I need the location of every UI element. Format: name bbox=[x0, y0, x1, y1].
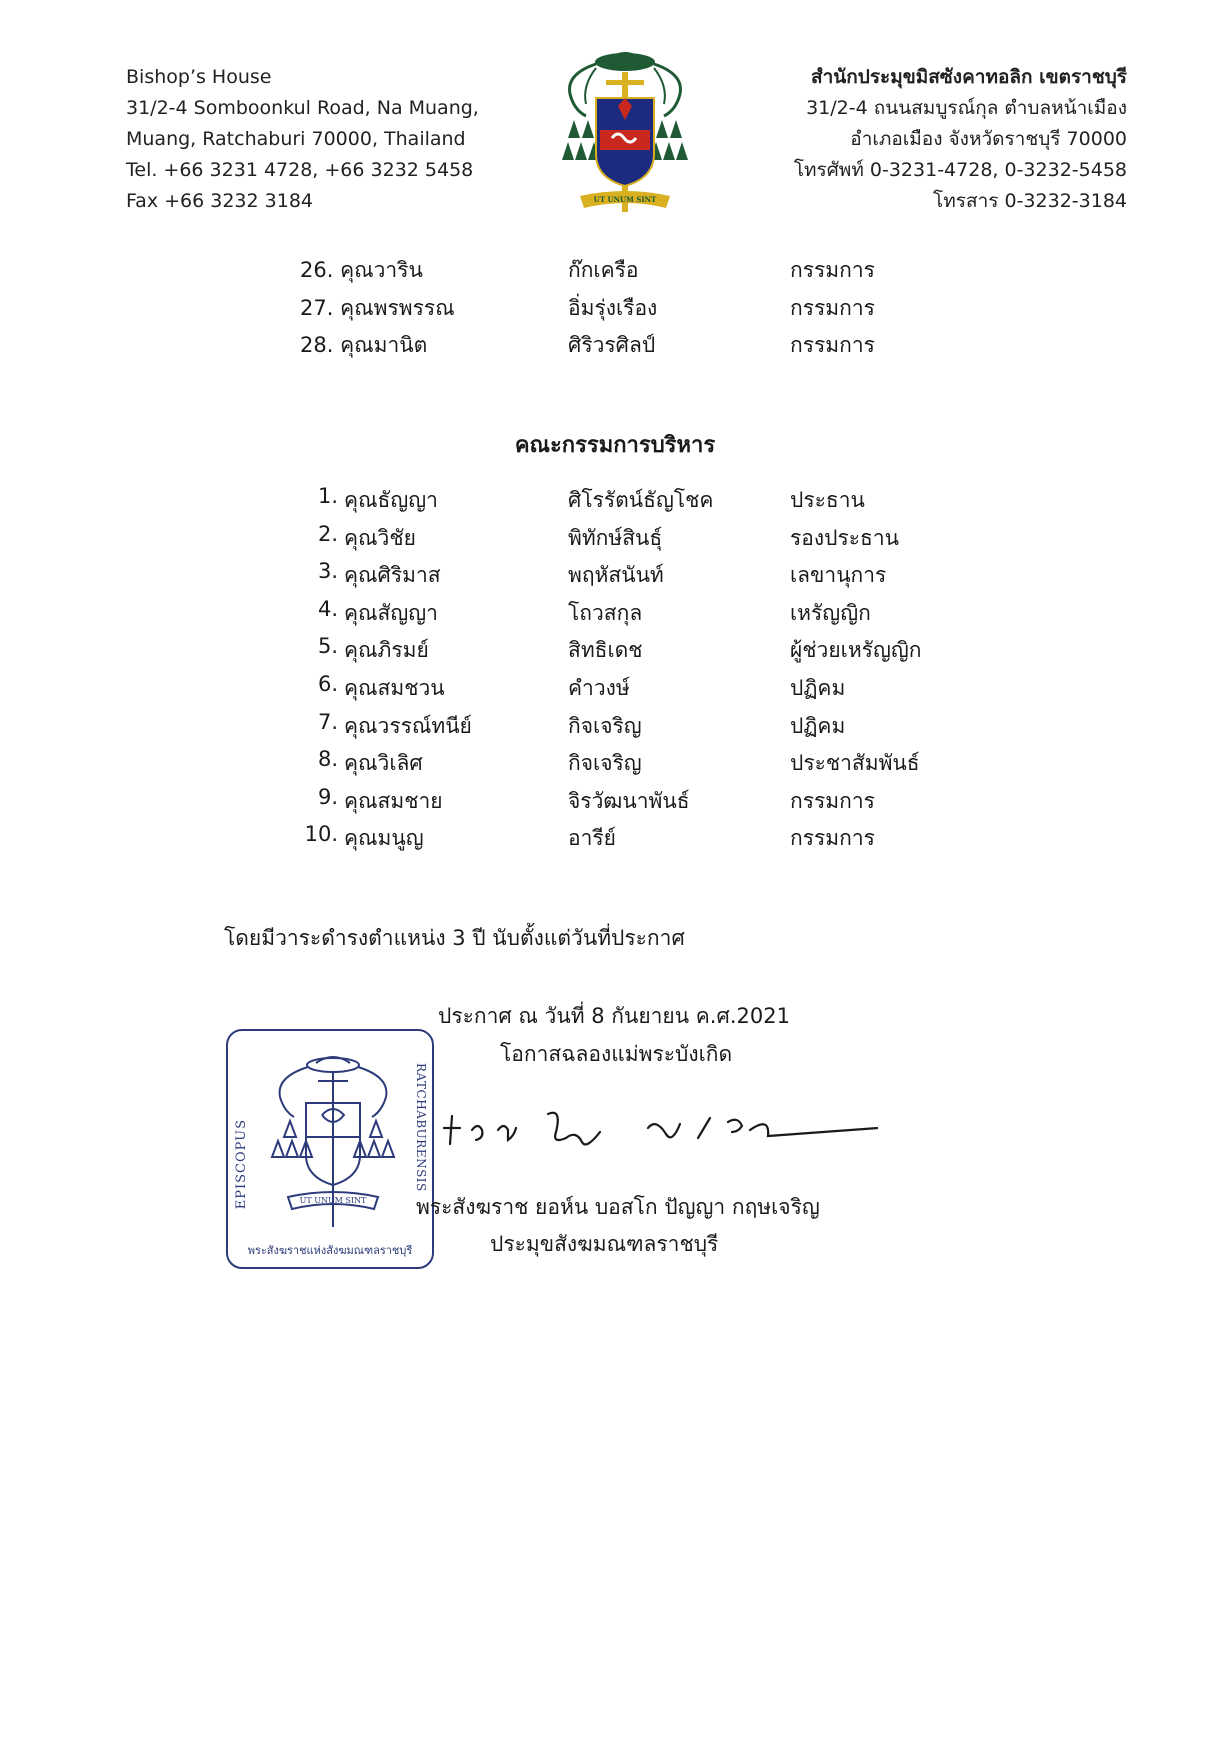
member-number: 10. bbox=[304, 822, 338, 847]
member-role: กรรมการ bbox=[790, 788, 875, 813]
member-role: กรรมการ bbox=[790, 258, 875, 282]
thai-org-name: สำนักประมุขมิสซังคาทอลิก เขตราชบุรี bbox=[811, 66, 1127, 88]
member-name: คุณศิริมาส bbox=[344, 563, 441, 588]
signer-name: พระสังฆราช ยอห์น บอสโก ปัญญา กฤษเจริญ bbox=[416, 1195, 820, 1219]
member-role: กรรมการ bbox=[790, 295, 875, 320]
member-number: 8. bbox=[317, 747, 338, 772]
member-role: ประธาน bbox=[790, 488, 865, 512]
member-name: คุณวิชัย bbox=[344, 525, 416, 550]
member-role: ประชาสัมพันธ์ bbox=[790, 751, 920, 776]
member-name: 28. คุณมานิต bbox=[300, 333, 428, 357]
member-surname: สิทธิเดช bbox=[568, 638, 643, 663]
crest-motto: UT UNUM SINT bbox=[593, 195, 657, 204]
member-number: 4. bbox=[317, 596, 338, 621]
stamp-motto: UT UNUM SINT bbox=[299, 1196, 367, 1205]
member-surname: คำวงษ์ bbox=[568, 675, 630, 700]
member-surname: กิจเจริญ bbox=[568, 751, 642, 776]
member-number: 5. bbox=[317, 634, 338, 659]
member-surname: อิ่มรุ่งเรือง bbox=[568, 295, 658, 320]
member-surname: ศิโรรัตน์ธัญโชค bbox=[568, 488, 714, 512]
handwritten-signature bbox=[438, 1100, 878, 1170]
member-number: 9. bbox=[317, 784, 338, 809]
member-number: 3. bbox=[317, 559, 338, 584]
member-name: คุณมนูญ bbox=[344, 826, 424, 851]
member-number: 7. bbox=[317, 709, 338, 734]
member-role: เหรัญญิก bbox=[790, 600, 871, 625]
fax: Fax +66 3232 3184 bbox=[126, 190, 313, 212]
member-surname: ก๊กเครือ bbox=[568, 258, 639, 282]
member-name: คุณสัญญา bbox=[344, 600, 438, 625]
member-name: คุณธัญญา bbox=[344, 488, 438, 512]
thai-address-line-1: 31/2-4 ถนนสมบูรณ์กุล ตำบลหน้าเมือง bbox=[806, 97, 1127, 119]
stamp-right-text: RATCHABURENSIS bbox=[414, 1063, 428, 1192]
announcement-occasion: โอกาสฉลองแม่พระบังเกิด bbox=[500, 1042, 733, 1066]
member-role: ผู้ช่วยเหรัญญิก bbox=[790, 638, 922, 663]
announcement-date: ประกาศ ณ วันที่ 8 กันยายน ค.ศ.2021 bbox=[438, 1004, 790, 1028]
member-name: คุณภิรมย์ bbox=[344, 638, 429, 663]
member-role: รองประธาน bbox=[790, 525, 899, 550]
term-statement: โดยมีวาระดำรงตำแหน่ง 3 ปี นับตั้งแต่วันที่ประกาศ bbox=[224, 926, 685, 950]
bishops-house-name: Bishop’s House bbox=[126, 66, 272, 88]
member-name: คุณสมชวน bbox=[344, 675, 445, 700]
header-right-address bbox=[794, 62, 1127, 217]
address-line-2: Muang, Ratchaburi 70000, Thailand bbox=[126, 128, 466, 150]
member-surname: พฤหัสนันท์ bbox=[568, 563, 664, 588]
coat-of-arms-icon bbox=[556, 46, 694, 216]
member-name: คุณสมชาย bbox=[344, 788, 443, 813]
thai-fax: โทรสาร 0-3232-3184 bbox=[933, 190, 1127, 212]
member-name: คุณวิเลิศ bbox=[344, 751, 423, 776]
stamp-crest-icon bbox=[258, 1051, 408, 1231]
telephone: Tel. +66 3231 4728, +66 3232 5458 bbox=[126, 159, 474, 181]
member-number: 1. bbox=[317, 484, 338, 508]
header-left-address bbox=[126, 62, 479, 217]
thai-telephone: โทรศัพท์ 0-3231-4728, 0-3232-5458 bbox=[793, 159, 1127, 181]
section-title: คณะกรรมการบริหาร bbox=[514, 433, 716, 458]
address-line-1: 31/2-4 Somboonkul Road, Na Muang, bbox=[126, 97, 479, 119]
stamp-left-text: EPISCOPUS bbox=[234, 1119, 249, 1210]
member-role: ปฏิคม bbox=[790, 713, 846, 738]
member-surname: โถวสกุล bbox=[568, 600, 643, 625]
member-surname: จิรวัฒนาพันธ์ bbox=[568, 788, 690, 813]
member-number: 2. bbox=[317, 521, 338, 546]
member-role: กรรมการ bbox=[790, 826, 875, 851]
member-surname: อารีย์ bbox=[568, 826, 616, 851]
member-name: 26. คุณวาริน bbox=[300, 258, 423, 282]
member-name: 27. คุณพรพรรณ bbox=[300, 295, 455, 320]
official-stamp bbox=[226, 1029, 434, 1269]
member-role: ปฏิคม bbox=[790, 675, 846, 700]
member-number: 6. bbox=[317, 671, 338, 696]
member-surname: ศิริวรศิลป์ bbox=[568, 333, 656, 357]
member-role: เลขานุการ bbox=[790, 563, 887, 588]
stamp-bottom-text: พระสังฆราชแห่งสังฆมณฑลราชบุรี bbox=[247, 1244, 413, 1257]
member-surname: พิทักษ์สินธุ์ bbox=[568, 525, 663, 550]
member-surname: กิจเจริญ bbox=[568, 713, 642, 738]
signer-title: ประมุขสังฆมณฑลราชบุรี bbox=[490, 1232, 719, 1256]
thai-address-line-2: อำเภอเมือง จังหวัดราชบุรี 70000 bbox=[850, 128, 1127, 150]
member-name: คุณวรรณ์ทนีย์ bbox=[344, 713, 472, 738]
member-role: กรรมการ bbox=[790, 333, 875, 357]
